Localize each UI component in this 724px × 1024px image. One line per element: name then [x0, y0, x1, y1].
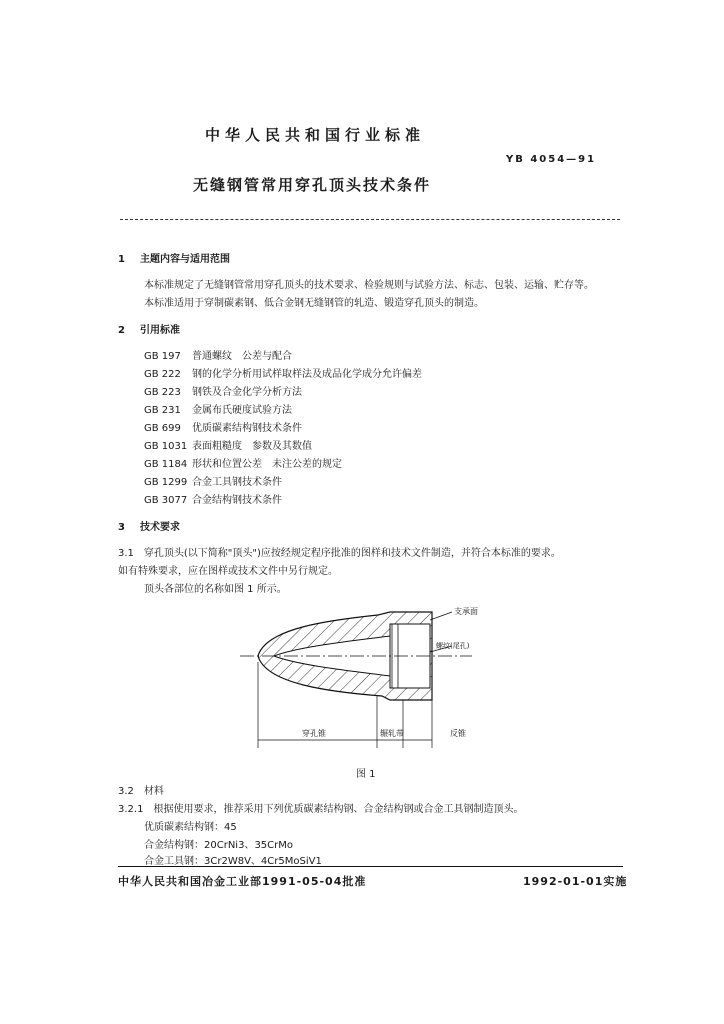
reference-title: 优质碳素结构钢技术条件 [192, 423, 302, 434]
reference-title: 金属布氏硬度试验方法 [192, 405, 292, 416]
reference-title: 合金工具钢技术条件 [192, 477, 282, 488]
reference-title: 钢的化学分析用试样取样法及成品化学成分允许偏差 [192, 369, 422, 380]
clause-3-1-line-2: 如有特殊要求，应在图样或技术文件中另行规定。 [118, 566, 338, 577]
piercing-plug-figure [240, 600, 480, 750]
reference-item [144, 455, 342, 470]
section-3-title: 技术要求 [140, 522, 180, 533]
reference-title: 表面粗糙度 参数及其数值 [192, 441, 312, 452]
clause-3-2-heading: 3.2 材料 [118, 786, 164, 797]
reference-code: GB 1184 [144, 459, 188, 470]
approval-date: 中华人民共和国冶金工业部1991-05-04批准 [118, 875, 367, 888]
material-alloy-tool-steel: 合金工具钢：3Cr2W8V、4Cr5MoSiV1 [144, 856, 322, 867]
section-2-number: 2 [118, 325, 125, 336]
figure-dim-reverse-cone: 反锥 [450, 729, 466, 738]
section-1-title: 主题内容与适用范围 [140, 254, 230, 265]
reference-code: GB 3077 [144, 495, 188, 506]
standard-code: YB 4054—91 [506, 154, 597, 165]
section-2-heading [118, 321, 180, 336]
clause-3-1-line-3: 顶头各部位的名称如图 1 所示。 [144, 584, 287, 595]
figure-caption: 图 1 [356, 769, 376, 780]
reference-code: GB 222 [144, 369, 181, 380]
section-1-heading [118, 250, 230, 265]
leader-line [430, 612, 452, 620]
figure-label-support-face: 支承面 [454, 607, 478, 616]
section-1-paragraph-2: 本标准适用于穿制碳素钢、低合金钢无缝钢管的轧造、锻造穿孔顶头的制造。 [144, 298, 484, 309]
reference-code: GB 197 [144, 351, 181, 362]
reference-code: GB 699 [144, 423, 181, 434]
section-3-heading [118, 518, 180, 533]
reference-title: 普通螺纹 公差与配合 [192, 351, 292, 362]
reference-item [144, 383, 302, 398]
title-divider [120, 219, 620, 220]
material-alloy-structural-steel: 合金结构钢：20CrNi3、35CrMo [144, 840, 294, 851]
reference-item [144, 437, 312, 452]
document-title: 无缝钢管常用穿孔顶头技术条件 [193, 176, 432, 194]
reference-item [144, 473, 282, 488]
reference-item [144, 365, 422, 380]
figure-dim-rolling-band: 辗轧带 [380, 729, 404, 738]
reference-title: 钢铁及合金化学分析方法 [192, 387, 302, 398]
section-3-number: 3 [118, 522, 125, 533]
figure-dim-piercing-cone: 穿孔锥 [302, 729, 326, 738]
implementation-date: 1992-01-01实施 [523, 875, 628, 888]
reference-item [144, 491, 282, 506]
material-carbon-steel: 优质碳素结构钢：45 [144, 822, 237, 833]
clause-3-1-line-1: 3.1 穿孔顶头(以下简称"顶头")应按经规定程序批准的图样和技术文件制造，并符合本标准的要求。 [118, 548, 561, 559]
figure-label-thread: 螺纹(尾孔) [436, 642, 470, 650]
reference-code: GB 1299 [144, 477, 188, 488]
clause-3-2-1: 3.2.1 根据使用要求，推荐采用下列优质碳素结构钢、合金结构钢或合金工具钢制造顶头。 [118, 804, 524, 815]
reference-code: GB 231 [144, 405, 181, 416]
reference-title: 合金结构钢技术条件 [192, 495, 282, 506]
standard-category-title: 中华人民共和国行业标准 [205, 126, 426, 144]
reference-item [144, 419, 302, 434]
section-1-paragraph-1: 本标准规定了无缝钢管常用穿孔顶头的技术要求、检验规则与试验方法、标志、包装、运输、贮存等。 [144, 280, 594, 291]
reference-item [144, 347, 292, 362]
reference-code: GB 1031 [144, 441, 188, 452]
reference-title: 形状和位置公差 未注公差的规定 [192, 459, 342, 470]
reference-item [144, 401, 292, 416]
footer-divider [118, 866, 623, 867]
section-1-number: 1 [118, 254, 125, 265]
reference-code: GB 223 [144, 387, 181, 398]
section-2-title: 引用标准 [140, 325, 180, 336]
